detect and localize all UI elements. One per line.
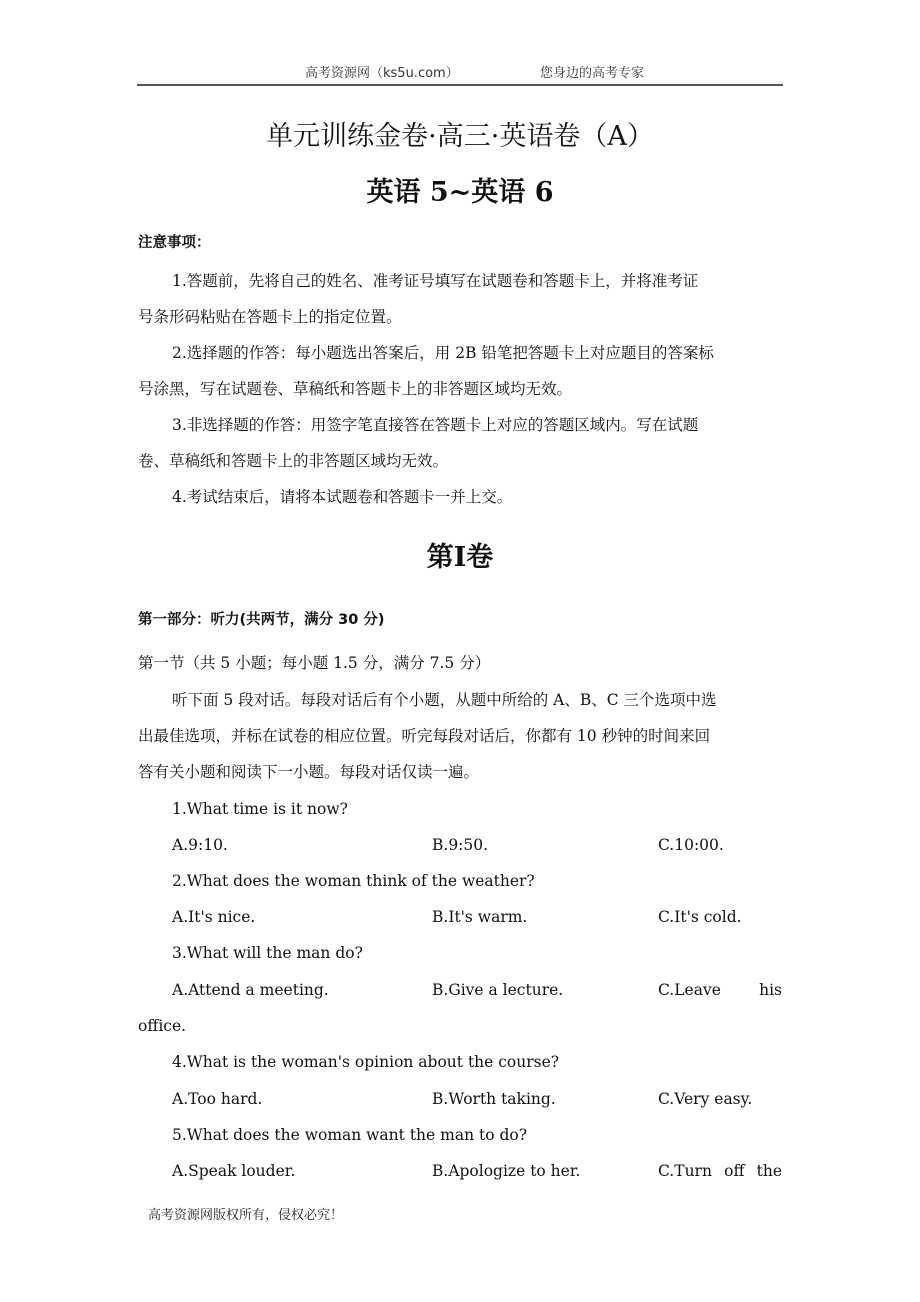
footer-copyright: 高考资源网版权所有，侵权必究！ [148, 1208, 344, 1223]
option-a: A.Speak louder. [172, 1162, 296, 1180]
option-a: A.Attend a meeting. [172, 981, 329, 999]
option-c: C.It's cold. [658, 908, 742, 926]
page-subtitle: 英语 5~英语 6 [366, 177, 554, 208]
notice-line: 4.考试结束后，请将本试题卷和答题卡一并上交。 [172, 488, 513, 506]
question-text: 2.What does the woman think of the weather? [172, 872, 535, 890]
volume-title: 第Ⅰ卷 [426, 542, 494, 573]
option-c: C.10:00. [658, 836, 724, 854]
option-b: B.9:50. [432, 836, 489, 854]
option-c-word: his [759, 981, 782, 999]
notice-line: 号涂黑，写在试题卷、草稿纸和答题卡上的非答题区域均无效。 [138, 380, 573, 398]
header-rule [137, 84, 783, 86]
notice-line: 2.选择题的作答：每小题选出答案后，用 2B 铅笔把答题卡上对应题目的答案标 [172, 344, 714, 362]
instruction-line: 答有关小题和阅读下一小题。每段对话仅读一遍。 [138, 763, 480, 781]
instruction-line: 出最佳选项，并标在试卷的相应位置。听完每段对话后，你都有 10 秒钟的时间来回 [138, 727, 711, 745]
option-b: B.Apologize to her. [432, 1162, 581, 1180]
page-title: 单元训练金卷·高三·英语卷（A） [266, 121, 654, 152]
question-text: 3.What will the man do? [172, 944, 363, 962]
notice-line: 1.答题前，先将自己的姓名、准考证号填写在试题卷和答题卡上，并将准考证 [172, 272, 699, 290]
header-slogan: 您身边的高考专家 [540, 66, 645, 81]
question-text: 1.What time is it now? [172, 800, 348, 818]
notice-line: 3.非选择题的作答：用签字笔直接答在答题卡上对应的答题区域内。写在试题 [172, 416, 699, 434]
part-heading: 第一部分：听力(共两节，满分 30 分) [138, 612, 385, 628]
option-a: A.Too hard. [172, 1090, 263, 1108]
option-b: B.Give a lecture. [432, 981, 564, 999]
option-c [658, 979, 782, 1001]
section-heading: 第一节（共 5 小题；每小题 1.5 分，满分 7.5 分） [138, 654, 491, 672]
header-site: 高考资源网（ks5u.com） [305, 66, 459, 81]
notice-line: 号条形码粘贴在答题卡上的指定位置。 [138, 308, 402, 326]
option-c-word: C.Turn [658, 1162, 712, 1180]
question-text: 4.What is the woman's opinion about the course? [172, 1053, 560, 1071]
option-c: C.Very easy. [658, 1090, 753, 1108]
notice-heading: 注意事项： [138, 235, 211, 251]
option-c-word: C.Leave [658, 981, 721, 999]
option-b: B.It's warm. [432, 908, 528, 926]
notice-line: 卷、草稿纸和答题卡上的非答题区域均无效。 [138, 452, 449, 470]
option-c-word: off [724, 1162, 745, 1180]
option-c-word: the [756, 1162, 782, 1180]
instruction-line: 听下面 5 段对话。每段对话后有个小题，从题中所给的 A、B、C 三个选项中选 [172, 691, 717, 709]
option-c [658, 1160, 782, 1182]
option-b: B.Worth taking. [432, 1090, 556, 1108]
option-a: A.It's nice. [172, 908, 256, 926]
option-c-continued: office. [138, 1017, 187, 1035]
question-text: 5.What does the woman want the man to do? [172, 1126, 528, 1144]
option-a: A.9:10. [172, 836, 228, 854]
